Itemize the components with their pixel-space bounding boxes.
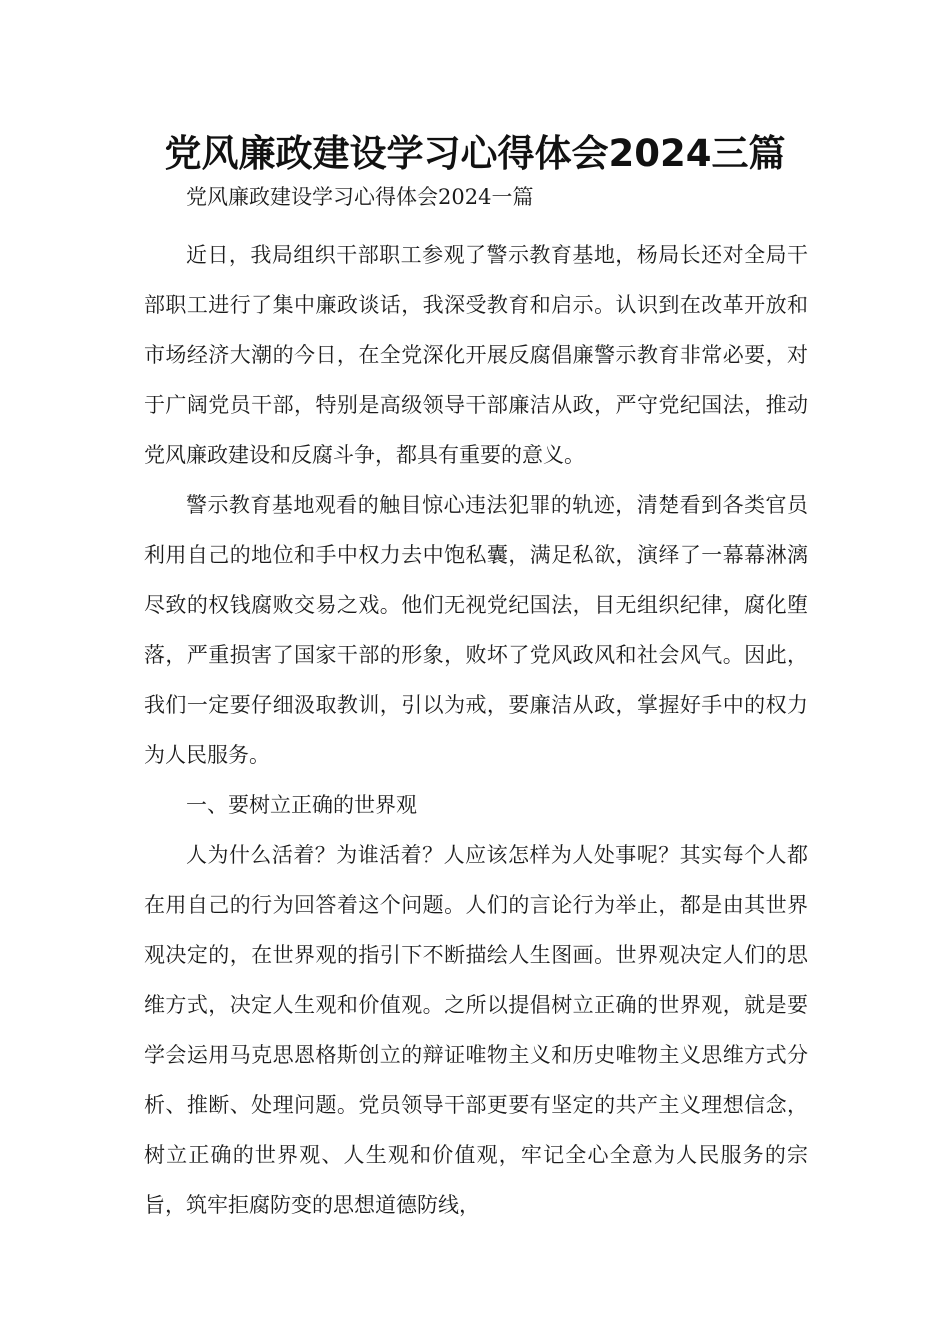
document-title: 党风廉政建设学习心得体会2024三篇 bbox=[164, 132, 786, 175]
section-heading: 党风廉政建设学习心得体会2024一篇 bbox=[186, 185, 534, 209]
section-heading: 一、要树立正确的世界观 bbox=[186, 793, 417, 817]
document-body bbox=[144, 180, 808, 1230]
paragraph: 近日，我局组织干部职工参观了警示教育基地，杨局长还对全局干部职工进行了集中廉政谈话，我深受教育和启示。认识到在改革开放和市场经济大潮的今日，在全党深化开展反腐倡廉警示教育非常必要，对于广阔党员干部，特别是高级领导干部廉洁从政，严守党纪国法，推动党风廉政建设和反腐斗争，都具有重要的意义。 bbox=[144, 243, 808, 467]
paragraph: 人为什么活着？为谁活着？人应该怎样为人处事呢？其实每个人都在用自己的行为回答着这个问题。人们的言论行为举止，都是由其世界观决定的，在世界观的指引下不断描绘人生图画。世界观决定人们的思维方式，决定人生观和价值观。之所以提倡树立正确的世界观，就是要学会运用马克思恩格斯创立的辩证唯物主义和历史唯物主义思维方式分析、推断、处理问题。党员领导干部更要有坚定的共产主义理想信念，树立正确的世界观、人生观和价值观，牢记全心全意为人民服务的宗旨，筑牢拒腐防变的思想道德防线， bbox=[144, 843, 808, 1217]
paragraph: 警示教育基地观看的触目惊心违法犯罪的轨迹，清楚看到各类官员利用自己的地位和手中权力去中饱私囊，满足私欲，演绎了一幕幕淋漓尽致的权钱腐败交易之戏。他们无视党纪国法，目无组织纪律，腐化堕落，严重损害了国家干部的形象，败坏了党风政风和社会风气。因此，我们一定要仔细汲取教训，引以为戒，要廉洁从政，掌握好手中的权力为人民服务。 bbox=[144, 493, 808, 767]
